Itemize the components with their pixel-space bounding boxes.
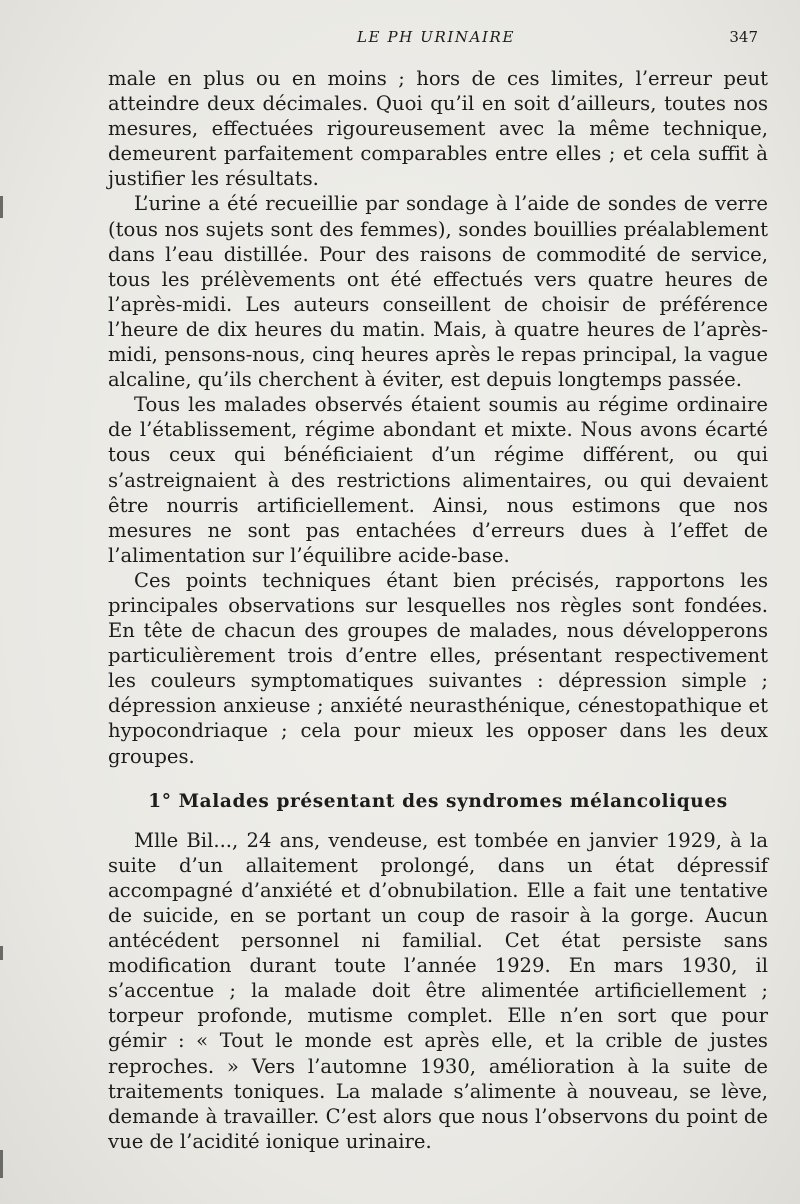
running-head	[108, 28, 764, 50]
page-number: 347	[729, 28, 758, 46]
body-text	[108, 66, 768, 1154]
margin-mark-lower	[0, 1150, 3, 1178]
paragraph-observations: Ces points techniques étant bien précisés, rapportons les principales observations sur lesquelles nos règles sont fondées. En tête de chacun des groupes de malades, nous développerons particulièrement trois d’entre elles, présentant respectivement les couleurs symptomatiques suivantes : dépression simple ; dépression anxieuse ; anxiété neurasthénique, cénestopathique et hypocondriaque ; cela pour mieux les opposer dans les deux groupes.	[108, 568, 768, 768]
section-heading: 1° Malades présentant des syndromes mélancoliques	[148, 790, 728, 812]
paragraph-case-bil: Mlle Bil..., 24 ans, vendeuse, est tombée en janvier 1929, à la suite d’un allaitement prolongé, dans un état dépressif accompagné d’anxiété et d’obnubilation. Elle a fait une tentative de suicide, en se portant un coup de rasoir à la gorge. Aucun antécédent personnel ni familial. Cet état persiste sans modification durant toute l’année 1929. En mars 1930, il s’accentue ; la malade doit être alimentée artificiellement ; torpeur profonde, mutisme complet. Elle n’en sort que pour gémir : « Tout le monde est après elle, et la crible de justes reproches. » Vers l’automne 1930, amélioration à la suite de traitements toniques. La malade s’alimente à nouveau, se lève, demande à travailler. C’est alors que nous l’observons du point de vue de l’acidité ionique urinaire.	[108, 828, 768, 1153]
paragraph-urine-collection: L’urine a été recueillie par sondage à l’aide de sondes de verre (tous nos sujets sont des femmes), sondes bouillies préalablement dans l’eau distillée. Pour des raisons de commodité de service, tous les prélèvements ont été effectués vers quatre heures de l’après-midi. Les auteurs conseillent de choisir de préférence l’heure de dix heures du matin. Mais, à quatre heures de l’après-midi, pensons-nous, cinq heures après le repas principal, la vague alcaline, qu’ils cherchent à éviter, est depuis longtemps passée.	[108, 192, 768, 392]
running-title: LE PH URINAIRE	[356, 28, 515, 46]
margin-mark-middle	[0, 946, 3, 960]
paragraph-diet: Tous les malades observés étaient soumis au régime ordinaire de l’établissement, régime abondant et mixte. Nous avons écarté tous ceux qui bénéficiaient d’un régime différent, ou qui s’astreignaient à des restrictions alimentaires, ou qui devaient être nourris artificiellement. Ainsi, nous estimons que nos mesures ne sont pas entachées d’erreurs dues à l’effet de l’alimentation sur l’équilibre acide-base.	[108, 393, 768, 567]
margin-mark-upper	[0, 196, 3, 218]
paragraph-continuation: male en plus ou en moins ; hors de ces limites, l’erreur peut atteindre deux décimales. Quoi qu’il en soit d’ailleurs, toutes nos mesures, effectuées rigoureusement avec la même technique, demeurent parfaitement comparables entre elles ; et cela suffit à justifier les résultats.	[108, 67, 768, 191]
